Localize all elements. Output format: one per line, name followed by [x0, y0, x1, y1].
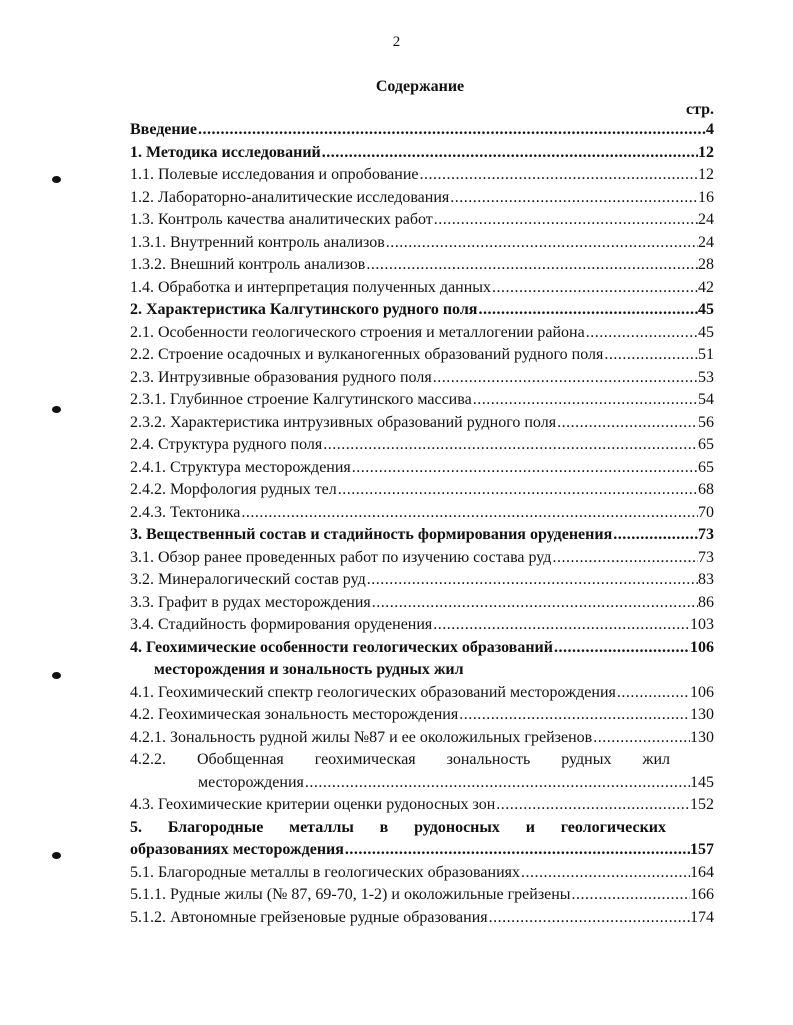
toc-entry: 5.1.1. Рудные жилы (№ 87, 69-70, 1-2) и околожильные грейзены ..... 166 — [130, 886, 714, 909]
page-column-label: стр. — [686, 101, 715, 118]
toc-entry: 2.1. Особенности геологического строения и металлогении района ..... 45 — [130, 324, 714, 347]
toc-entry: 2.3. Интрузивные образования рудного поля ..... 53 — [130, 369, 714, 392]
toc-entry: 1.2. Лабораторно-аналитические исследования ..... 16 — [130, 189, 714, 212]
toc-entry: 2.4. Структура рудного поля ..... 65 — [130, 436, 714, 459]
binder-hole-mark — [52, 672, 61, 679]
toc-entry: 2.4.1. Структура месторождения ..... 65 — [130, 459, 714, 482]
page-number: 2 — [392, 34, 401, 50]
toc-entry: 1.4. Обработка и интерпретация полученных данных ..... 42 — [130, 279, 714, 302]
toc-entry: 4.2. Геохимическая зональность месторождения ..... 130 — [130, 706, 714, 729]
toc-entry: 3.1. Обзор ранее проведенных работ по изучению состава руд ..... 73 — [130, 549, 714, 572]
binder-hole-mark — [52, 852, 61, 859]
toc-entry: 1.3. Контроль качества аналитических работ ..... 24 — [130, 211, 714, 234]
table-of-contents — [130, 121, 714, 931]
toc-entry: 3.4. Стадийность формирования оруденения ..... 103 — [130, 616, 714, 639]
toc-entry: 1.3.2. Внешний контроль анализов ..... 28 — [130, 256, 714, 279]
toc-entry-continuation: образованиях месторождения ..... 157 — [130, 841, 714, 864]
page-title: Содержание — [375, 78, 465, 95]
toc-entry: 5.1.2. Автономные грейзеновые рудные образования ..... 174 — [130, 909, 714, 932]
toc-entry: 1.1. Полевые исследования и опробование ..... 12 — [130, 166, 714, 189]
toc-entry: 5.1. Благородные металлы в геологических образованиях ..... 164 — [130, 864, 714, 887]
toc-entry: 4.3. Геохимические критерии оценки рудоносных зон ..... 152 — [130, 796, 714, 819]
toc-entry-continuation: месторождения ..... 145 — [130, 774, 714, 797]
toc-entry: 4. Геохимические особенности геологических образований ..... 106 — [130, 639, 714, 662]
toc-entry: 3.2. Минералогический состав руд ..... 83 — [130, 571, 714, 594]
toc-entry: 2. Характеристика Калгутинского рудного поля ..... 45 — [130, 301, 714, 324]
toc-entry: 5. Благородные металлы в рудоносных и геологических — [130, 818, 666, 836]
toc-entry: 2.4.3. Тектоника ..... 70 — [130, 504, 714, 527]
toc-entry: 2.2. Строение осадочных и вулканогенных образований рудного поля ..... 51 — [130, 346, 714, 369]
binder-hole-mark — [52, 406, 61, 413]
toc-entry-continuation: месторождения и зональность рудных жил — [154, 661, 464, 678]
toc-entry: Введение ..... 4 — [130, 121, 714, 144]
toc-entry: 2.3.1. Глубинное строение Калгутинского массива ..... 54 — [130, 391, 714, 414]
toc-entry: 2.4.2. Морфология рудных тел ..... 68 — [130, 481, 714, 504]
toc-entry: 2.3.2. Характеристика интрузивных образований рудного поля ..... 56 — [130, 414, 714, 437]
binder-hole-mark — [52, 176, 61, 183]
toc-entry: 4.1. Геохимический спектр геологических образований месторождения ..... 106 — [130, 684, 714, 707]
toc-entry: 1. Методика исследований ..... 12 — [130, 144, 714, 167]
toc-entry: 3. Вещественный состав и стадийность формирования оруденения ..... 73 — [130, 526, 714, 549]
toc-entry: 4.2.2. Обобщенная геохимическая зональность рудных жил — [130, 751, 670, 768]
toc-entry: 1.3.1. Внутренний контроль анализов ..... 24 — [130, 234, 714, 257]
toc-entry: 3.3. Графит в рудах месторождения ..... 86 — [130, 594, 714, 617]
toc-entry: 4.2.1. Зональность рудной жилы №87 и ее околожильных грейзенов ..... 130 — [130, 729, 714, 752]
